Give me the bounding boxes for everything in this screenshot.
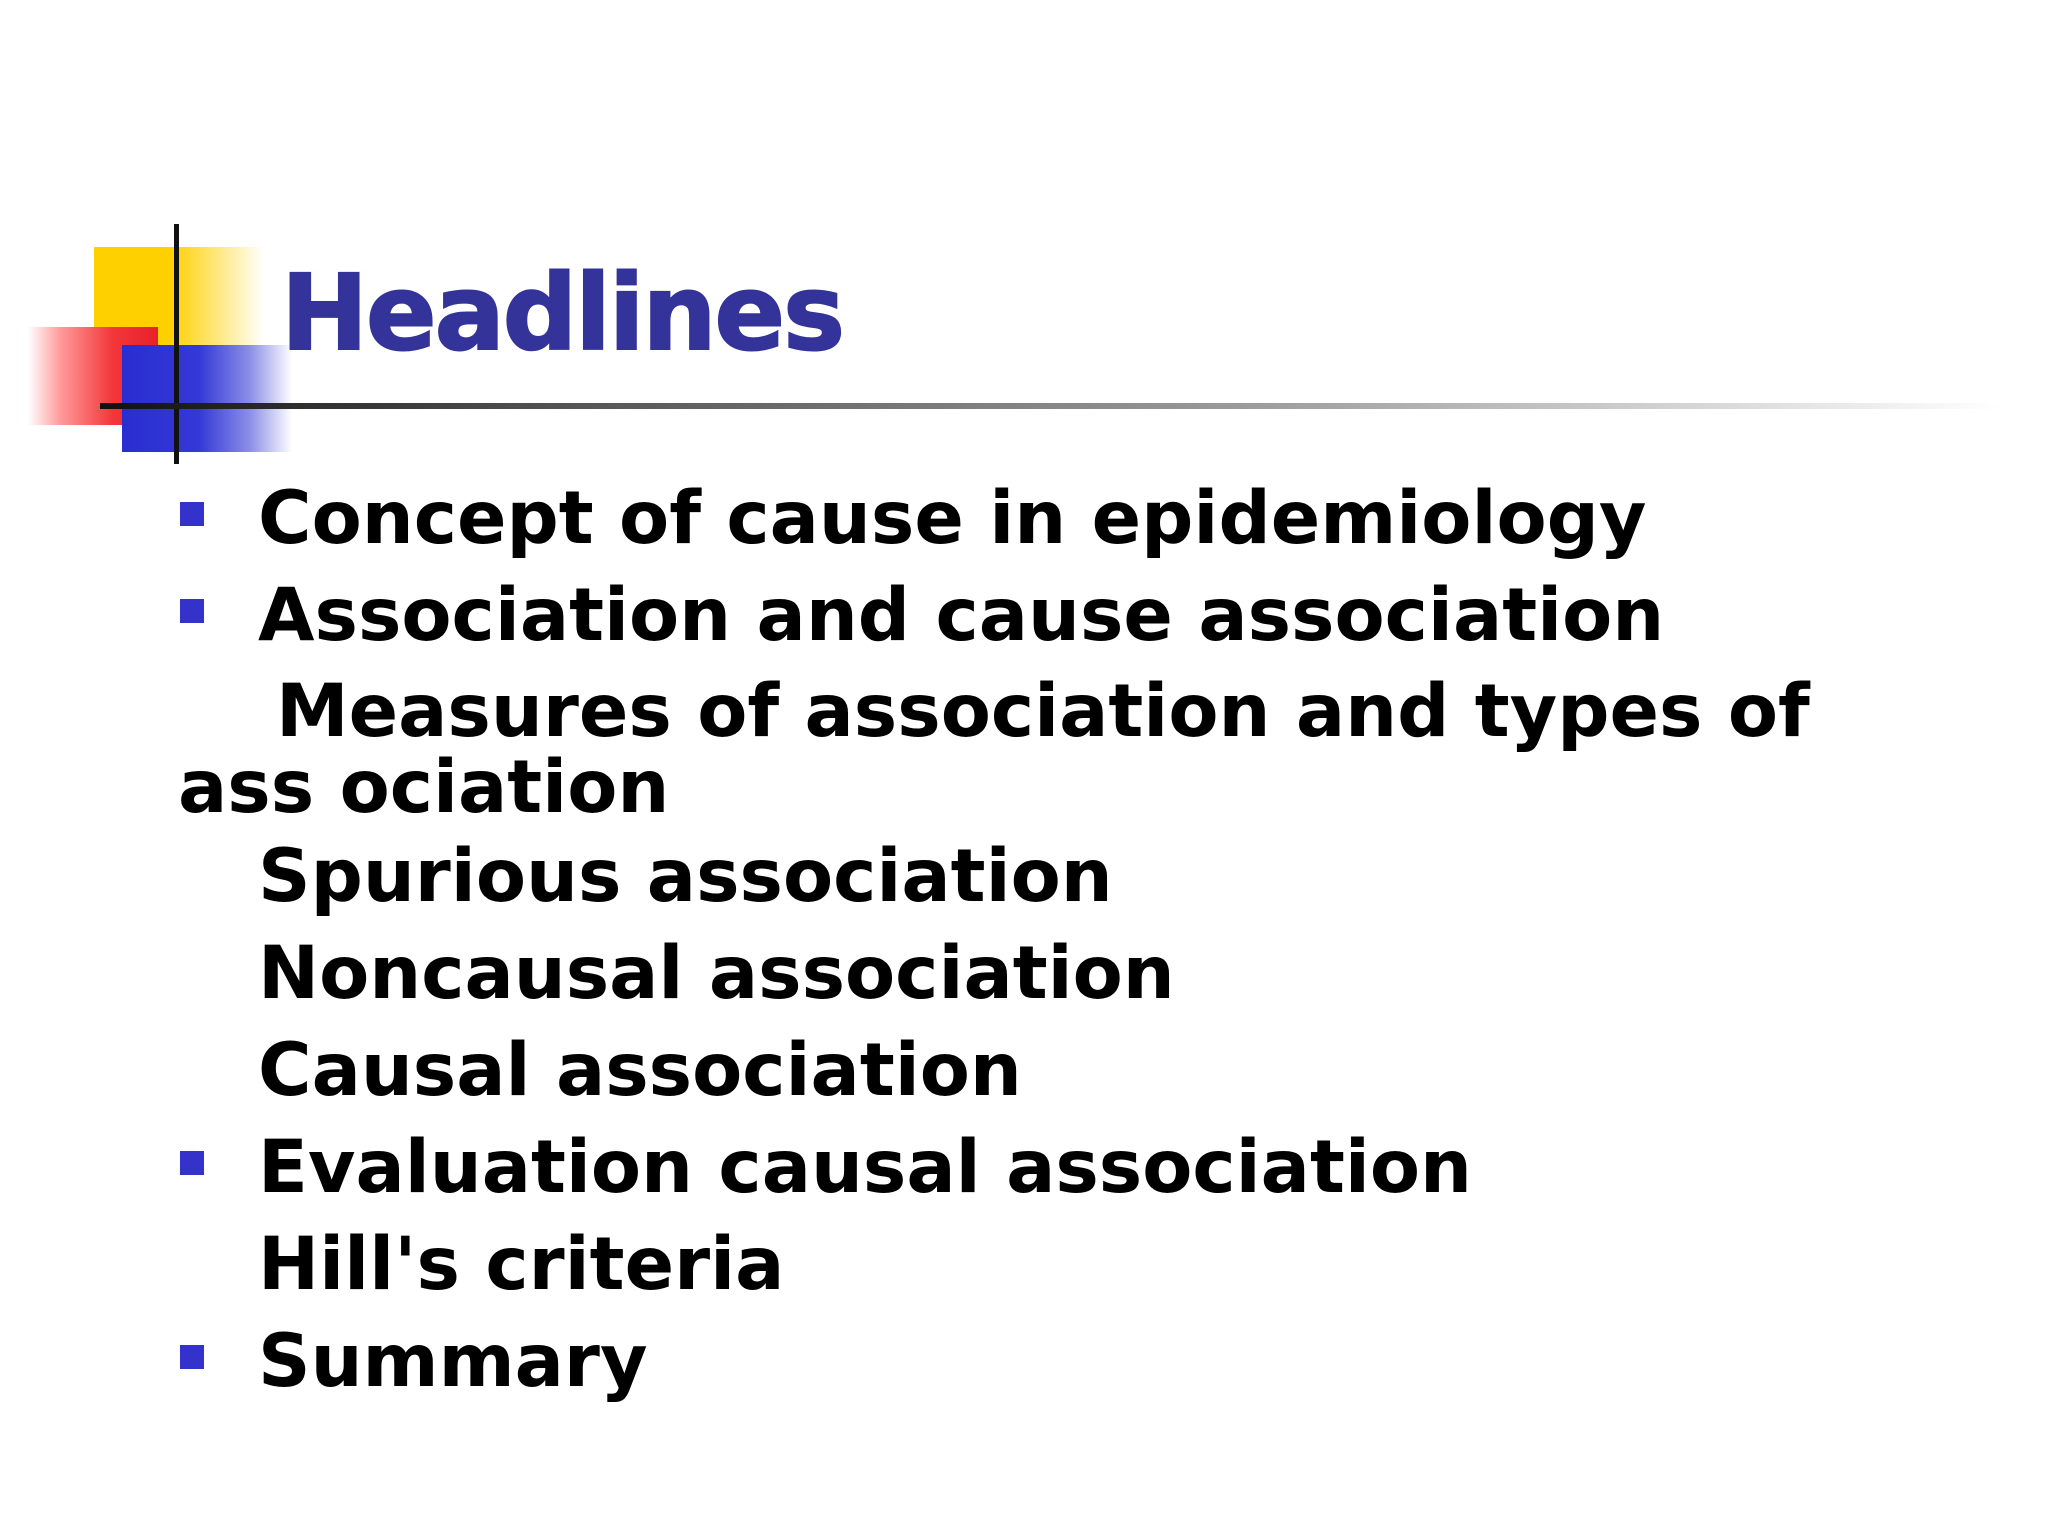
- list-item: [178, 476, 1918, 561]
- square-bullet-icon: [180, 599, 204, 623]
- logo-vertical-line: [174, 224, 179, 464]
- logo-blue-block: [122, 345, 292, 452]
- list-item-text: Measures of association and types of ass ociation: [178, 669, 1810, 830]
- list-item: [178, 1028, 1918, 1113]
- list-item-text: Summary: [258, 1319, 648, 1404]
- title-underline: [100, 403, 2000, 409]
- list-item: [178, 1319, 1918, 1404]
- list-item: [178, 573, 1918, 658]
- list-item: [178, 1222, 1918, 1307]
- list-item: [178, 931, 1918, 1016]
- square-bullet-icon: [180, 1345, 204, 1369]
- square-bullet-icon: [180, 1151, 204, 1175]
- list-item: [178, 669, 1918, 830]
- list-item-text: Concept of cause in epidemiology: [258, 476, 1647, 561]
- list-item-text: Association and cause association: [258, 573, 1665, 658]
- square-bullet-icon: [180, 502, 204, 526]
- slide-content: [178, 476, 1918, 1420]
- list-item-text: Spurious association: [258, 834, 1113, 919]
- list-item: [178, 1125, 1918, 1210]
- list-item-text: Evaluation causal association: [258, 1125, 1472, 1210]
- list-item-text: Noncausal association: [258, 931, 1175, 1016]
- list-item-text: Hill's criteria: [258, 1222, 785, 1307]
- slide-title: Headlines: [281, 252, 843, 374]
- list-item: [178, 834, 1918, 919]
- list-item-text: Causal association: [258, 1028, 1022, 1113]
